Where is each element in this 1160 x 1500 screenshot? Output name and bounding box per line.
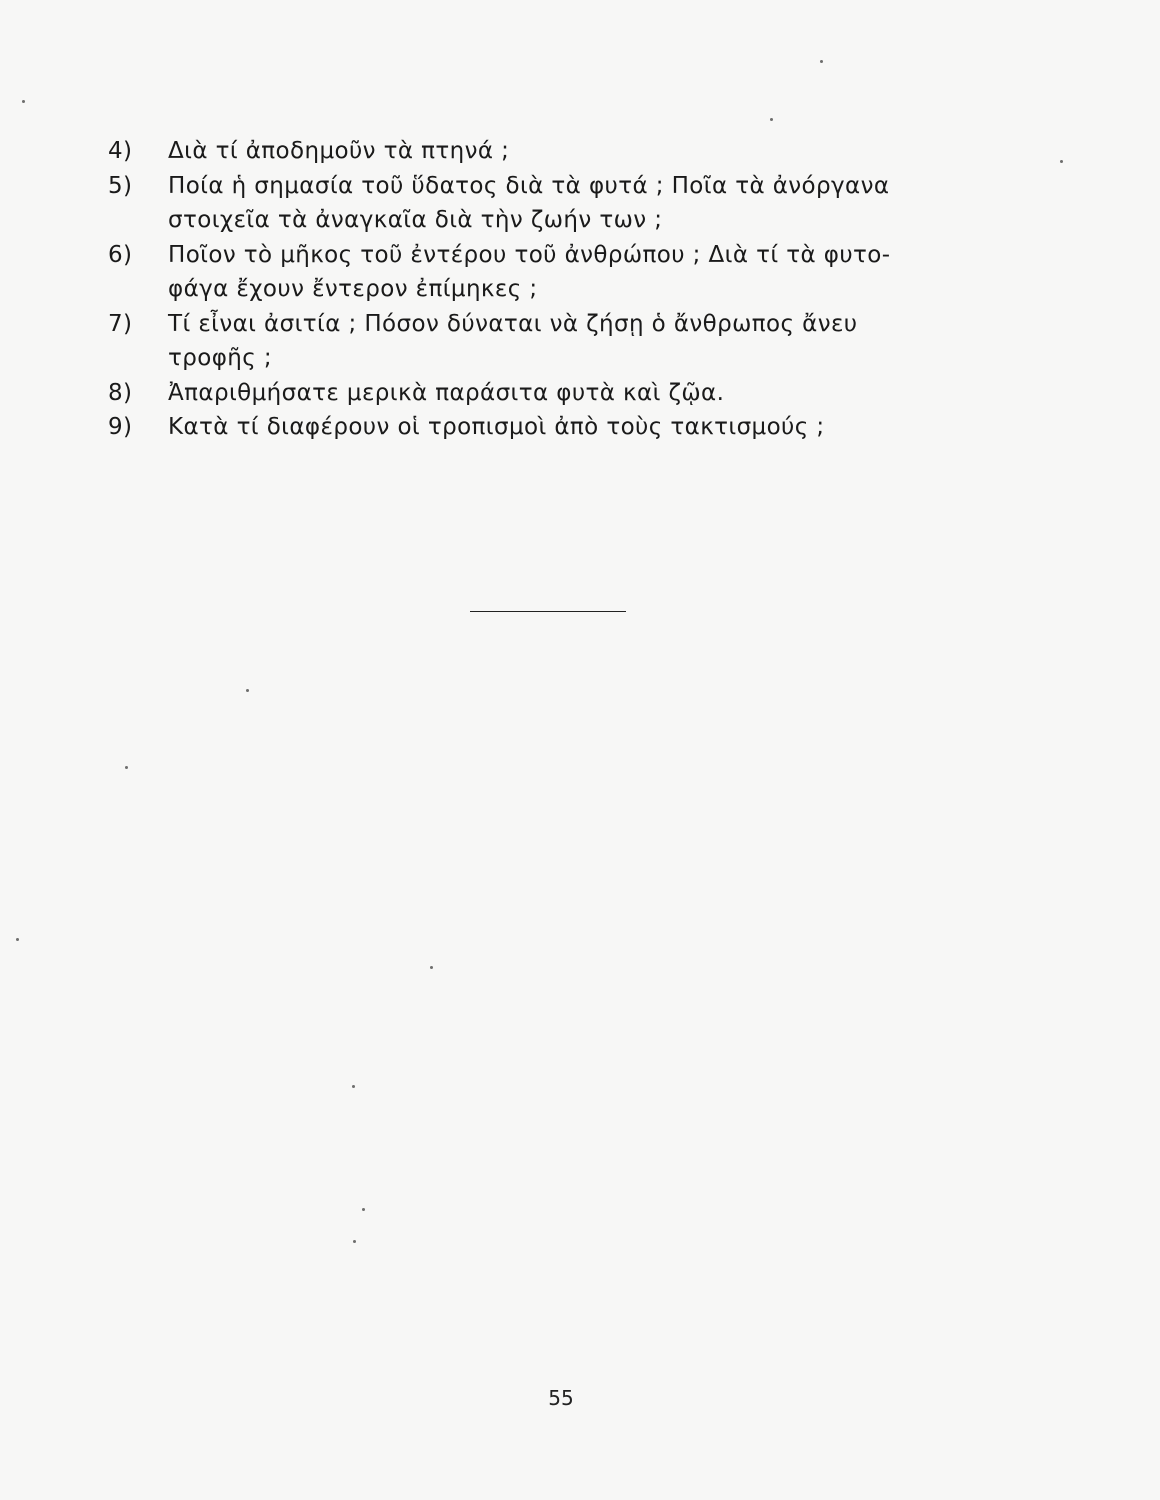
question-item xyxy=(108,134,1008,169)
scan-speck xyxy=(246,689,249,692)
question-number: 8) xyxy=(108,379,133,406)
scan-speck xyxy=(820,60,823,63)
question-number: 9) xyxy=(108,414,133,440)
scan-speck xyxy=(16,938,19,941)
question-item xyxy=(108,169,1008,238)
question-item xyxy=(108,238,1008,307)
question-item xyxy=(108,376,1008,411)
scan-speck xyxy=(430,966,433,969)
question-item xyxy=(108,307,1008,376)
page-number: 55 xyxy=(548,1386,574,1410)
question-number: 7) xyxy=(108,310,133,337)
scan-speck xyxy=(352,1085,355,1088)
question-text: Ποία ἡ σημασία τοῦ ὕδατος διὰ τὰ φυτά ; Ποῖα τὰ ἀνόργανα στοιχεῖα τὰ ἀναγκαῖα διὰ τὴν ζωήν των ; xyxy=(168,172,890,233)
question-number: 4) xyxy=(108,138,133,164)
scan-speck xyxy=(770,118,773,121)
question-list xyxy=(108,134,1008,445)
question-text: Ἀπαριθμήσατε μερικὰ παράσιτα φυτὰ καὶ ζῷα. xyxy=(168,379,725,406)
scan-speck xyxy=(353,1240,356,1243)
scan-speck xyxy=(1060,160,1063,163)
question-item xyxy=(108,410,1008,445)
question-number: 6) xyxy=(108,241,133,268)
section-divider xyxy=(470,611,626,612)
question-text: Τί εἶναι ἀσιτία ; Πόσον δύναται νὰ ζήσῃ ὁ ἄνθρωπος ἄνευ τροφῆς ; xyxy=(168,310,858,371)
question-text: Διὰ τί ἀποδημοῦν τὰ πτηνά ; xyxy=(168,138,510,164)
scan-speck xyxy=(125,766,128,769)
scan-speck xyxy=(362,1208,365,1211)
question-text: Κατὰ τί διαφέρουν οἱ τροπισμοὶ ἀπὸ τοὺς τακτισμούς ; xyxy=(168,414,825,440)
question-number: 5) xyxy=(108,172,133,199)
scan-speck xyxy=(22,100,25,103)
question-text: Ποῖον τὸ μῆκος τοῦ ἐντέρου τοῦ ἀνθρώπου ; Διὰ τί τὰ φυτο- φάγα ἔχουν ἔντερον ἐπίμηκες ; xyxy=(168,241,891,302)
